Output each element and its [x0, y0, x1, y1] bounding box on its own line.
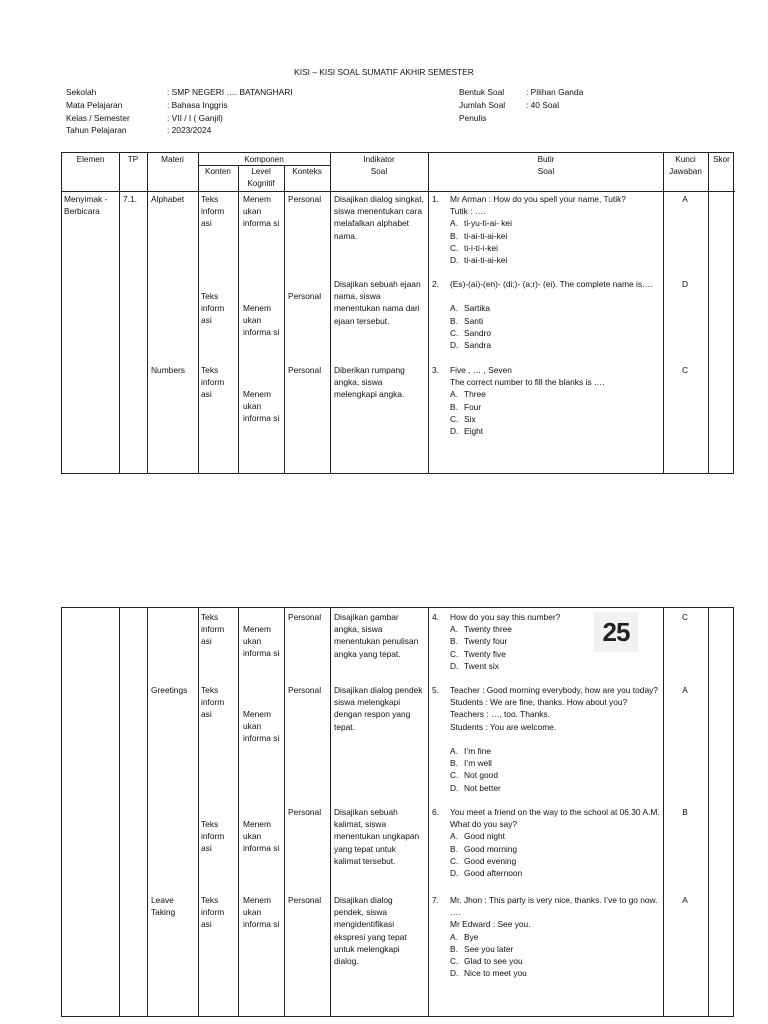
- answer-key: A: [682, 194, 688, 204]
- header-tp: TP: [127, 155, 139, 164]
- header-elemen: Elemen: [76, 155, 105, 164]
- question-number: 6.: [432, 807, 439, 817]
- materi-cell: Greetings: [151, 685, 188, 695]
- info-value: : 2023/2024: [167, 125, 212, 136]
- info-value: : VII / I ( Ganjil): [167, 112, 223, 123]
- info-value: : Pilihan Ganda: [526, 87, 584, 97]
- option: D. Eight: [450, 425, 484, 436]
- question-number: 5.: [432, 685, 439, 695]
- option: C. ti-i-ti-i-kei: [450, 242, 498, 253]
- info-label: Sekolah: [66, 87, 97, 97]
- level-cell: Menem ukan informa si: [243, 895, 280, 930]
- answer-key: A: [682, 685, 688, 695]
- header-kunci: Kunci Jawaban: [669, 155, 702, 176]
- option: C. Glad to see you: [450, 955, 523, 966]
- materi-cell: Alphabet: [151, 194, 185, 204]
- answer-key: C: [681, 612, 689, 622]
- indikator-cell: Disajikan dialog singkat, siswa menentukan cara melafalkan alphabet nama.: [334, 194, 424, 241]
- info-row: [66, 86, 293, 99]
- option: A. Twenty three: [450, 624, 512, 635]
- option: A. Good night: [450, 831, 505, 842]
- level-cell: Menem ukan informa si: [243, 194, 280, 229]
- konteks-cell: Personal: [288, 895, 322, 905]
- header-konten: Konten: [205, 167, 231, 176]
- tp-cell: 7.1.: [123, 194, 137, 204]
- info-label: Mata Pelajaran: [66, 99, 123, 110]
- question-number: 3.: [432, 365, 439, 375]
- option: A. ti-yu-ti-ai- kei: [450, 218, 512, 229]
- option: B. Twenty four: [450, 636, 508, 647]
- header-skor: Skor: [713, 155, 730, 164]
- option: A. I’m fine: [450, 746, 491, 756]
- option-list: [450, 302, 491, 351]
- question-number: 7.: [432, 895, 439, 905]
- level-cell: Menem ukan informa si: [243, 709, 280, 744]
- question-stem: (Es)-(ai)-(en)- (di;)- (a;r)- (ei). The complete name is….: [450, 279, 653, 289]
- header-materi: Materi: [161, 155, 184, 164]
- option: B. ti-ai-ti-ai-kei: [450, 230, 508, 241]
- konteks-cell: Personal: [288, 365, 322, 375]
- option: D. Not better: [450, 782, 501, 793]
- level-cell: Menem ukan informa si: [243, 303, 280, 338]
- konten-cell: Teks inform asi: [201, 895, 225, 930]
- indikator-cell: Disajikan sebuah kalimat, siswa menentukan ungkapan yang tepat untuk kalimat tersebut.: [334, 807, 420, 866]
- option-list: [450, 931, 527, 980]
- info-row: [66, 99, 293, 112]
- indikator-cell: Disajikan dialog pendek, siswa mengidentifikasi ekspresi yang tepat untuk melengkapi dialog.: [334, 895, 407, 967]
- konteks-cell: Personal: [288, 807, 322, 817]
- info-value: : 40 Soal: [526, 99, 560, 110]
- info-row: [459, 112, 583, 125]
- option: C. Good evening: [450, 855, 517, 866]
- info-label: Kelas / Semester: [66, 112, 130, 123]
- header-indikator: Indikator Soal: [363, 155, 395, 176]
- info-value: : Bahasa Inggris: [167, 99, 228, 110]
- answer-key: A: [682, 895, 688, 905]
- option-list: [450, 830, 522, 879]
- question-stem: Teacher : Good morning everybody, how are you today? Students : We are fine, thanks. How about you? Teachers : …, too. Thanks. Students : You are welcome.: [450, 685, 658, 732]
- option: C. Not good: [450, 770, 498, 781]
- info-label: Jumlah Soal: [459, 99, 506, 110]
- option: B. Four: [450, 401, 482, 412]
- answer-key: C: [681, 365, 689, 375]
- konten-cell: Teks inform asi: [201, 194, 225, 229]
- option: D. Good afternoon: [450, 867, 523, 878]
- konteks-cell: Personal: [288, 685, 322, 695]
- option: B. See you later: [450, 943, 514, 954]
- option: D. Twent six: [450, 660, 499, 671]
- option: C. Twenty five: [450, 648, 506, 659]
- option-list: [450, 745, 501, 794]
- header-komponen: Komponen: [244, 155, 284, 164]
- option: D. ti-ai-ti-ai-kei: [450, 254, 508, 265]
- option: C. Six: [450, 413, 476, 424]
- question-number: 1.: [432, 194, 439, 204]
- option: B. I’m well: [450, 758, 492, 769]
- option: B. Santi: [450, 315, 484, 326]
- header-konteks: Konteks: [292, 167, 322, 176]
- question-stem: How do you say this number?: [450, 612, 561, 622]
- info-label: Tahun Pelajaran: [66, 125, 127, 136]
- info-left: [66, 86, 293, 137]
- header-level-kognitif: Level Kognitif: [247, 167, 275, 188]
- info-row: [459, 99, 583, 112]
- question-stem: You meet a friend on the way to the school at 06.30 A.M. What do you say?: [450, 807, 660, 830]
- konteks-cell: Personal: [288, 612, 322, 622]
- info-right: [459, 86, 583, 124]
- materi-cell: Leave Taking: [151, 895, 176, 918]
- option: D. Sandra: [450, 339, 492, 350]
- option: D. Nice to meet you: [450, 968, 527, 979]
- indikator-cell: Disajikan gambar angka, siswa menentukan penulisan angka yang tepat.: [334, 612, 419, 659]
- indikator-cell: Disajikan sebuah ejaan nama, siswa menentukan nama dari ejaan tersebut.: [334, 279, 421, 326]
- konten-cell: Teks inform asi: [201, 612, 225, 647]
- header-butir: Butir Soal: [537, 155, 555, 176]
- info-label: Penulis: [459, 112, 487, 123]
- level-cell: Menem ukan informa si: [243, 624, 280, 659]
- konten-cell: Teks inform asi: [201, 365, 225, 400]
- option: A. Sartika: [450, 303, 491, 314]
- konten-cell: Teks inform asi: [201, 291, 225, 326]
- option-list: [450, 623, 512, 672]
- elemen-cell: Menyimak - Berbicara: [64, 194, 108, 217]
- option-list: [450, 217, 512, 266]
- question-stem: Mr. Jhon : This party is very nice, thanks. I’ve to go now. …. Mr Edward : See you.: [450, 895, 658, 930]
- option: C. Sandro: [450, 327, 492, 338]
- konteks-cell: Personal: [288, 291, 322, 301]
- option: A. Bye: [450, 931, 479, 942]
- answer-key: B: [682, 807, 688, 817]
- indikator-cell: Disajikan dialog pendek siswa melengkapi dengan respon yang tepat.: [334, 685, 423, 732]
- info-row: [66, 112, 293, 125]
- konten-cell: Teks inform asi: [201, 685, 225, 720]
- question-stem: Five , … , Seven The correct number to fill the blanks is ….: [450, 365, 605, 388]
- level-cell: Menem ukan informa si: [243, 389, 280, 424]
- question-number: 2.: [432, 279, 439, 289]
- question-number: 4.: [432, 612, 439, 622]
- info-row: [66, 124, 293, 137]
- option: B. Good morning: [450, 843, 518, 854]
- materi-cell: Numbers: [151, 365, 185, 375]
- document-title: KISI – KISI SOAL SUMATIF AKHIR SEMESTER: [294, 67, 474, 77]
- option-list: [450, 388, 486, 437]
- indikator-cell: Diberikan rumpang angka, siswa melengkapi angka.: [334, 365, 405, 400]
- option: A. Three: [450, 389, 486, 400]
- info-row: [459, 86, 583, 99]
- konteks-cell: Personal: [288, 194, 322, 204]
- info-value: : SMP NEGERI …. BATANGHARI: [167, 87, 293, 97]
- level-cell: Menem ukan informa si: [243, 819, 280, 854]
- answer-key: D: [681, 279, 689, 289]
- number-image: 25: [594, 612, 638, 652]
- question-stem: Mr Arman : How do you spell your name, Tutik? Tutik : ….: [450, 194, 626, 217]
- konten-cell: Teks inform asi: [201, 819, 225, 854]
- info-label: Bentuk Soal: [459, 87, 505, 97]
